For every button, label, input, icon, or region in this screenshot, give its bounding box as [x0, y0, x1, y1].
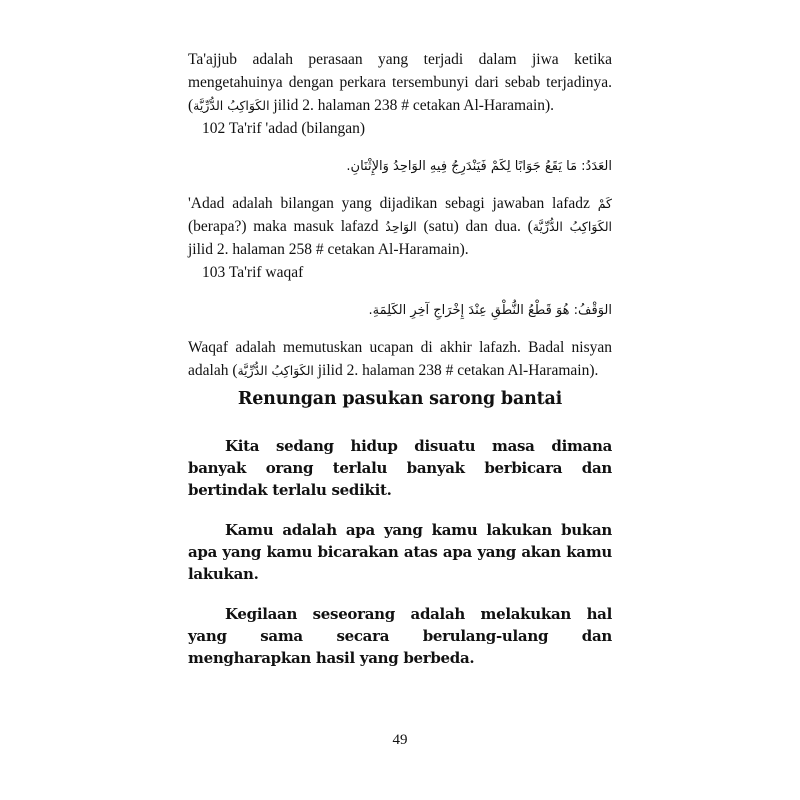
- arabic-kam: كَمْ: [597, 196, 612, 211]
- tajjub-reference-text: jilid 2. halaman 238 # cetakan Al-Haramain).: [269, 97, 555, 114]
- adad-reference-text: jilid 2. halaman 258 # cetakan Al-Haramain).: [188, 241, 469, 258]
- arabic-book-reference: الكَوَاكِبُ الدُّرِّيَّة: [193, 98, 270, 113]
- reflection-paragraph: Kamu adalah apa yang kamu lakukan bukan apa yang kamu bicarakan atas apa yang akan kamu lakukan.: [188, 521, 612, 583]
- waqaf-arabic-definition: الوَقْفُ: هُوَ قَطْعُ النُّطْقِ عِنْدَ إِخْرَاجِ آخِرِ الكَلِمَةِ.: [368, 303, 612, 318]
- reflection-paragraph: Kita sedang hidup disuatu masa dimana banyak orang terlalu banyak berbicara dan bertindak terlalu sedikit.: [188, 437, 612, 499]
- adad-text-part2: (berapa?) maka masuk lafazd: [188, 218, 386, 235]
- waqaf-paragraph: [188, 336, 612, 382]
- reflection-paragraph: Kegilaan seseorang adalah melakukan hal yang sama secara berulang-ulang dan mengharapkan hasil yang berbeda.: [188, 605, 612, 667]
- page-number: 49: [392, 732, 408, 748]
- waqaf-reference-text: jilid 2. halaman 238 # cetakan Al-Haramain).: [313, 362, 599, 379]
- arabic-wahid: الوَاحِدُ: [385, 219, 417, 234]
- adad-text-part3: (satu) dan dua. (: [416, 218, 533, 235]
- adad-arabic-definition: العَدَدُ: مَا يَقَعُ جَوَابًا لِكَمْ فَيَنْدَرِجُ فِيهِ الوَاحِدُ وَالإِثْنَانِ.: [346, 159, 612, 174]
- tajjub-text: Ta'ajjub adalah perasaan yang terjadi dalam jiwa ketika mengetahuinya dengan perkara tersembunyi dari sebab terjadinya. (: [188, 51, 612, 114]
- tajjub-paragraph: [188, 48, 612, 117]
- arabic-book-reference: الكَوَاكِبُ الدُّرِّيَّة: [237, 363, 314, 378]
- section-103-label: 103 Ta'rif waqaf: [202, 264, 304, 281]
- book-page: [188, 48, 612, 687]
- adad-text-part1: 'Adad adalah bilangan yang dijadikan sebagi jawaban lafadz: [188, 195, 598, 212]
- adad-paragraph: [188, 192, 612, 261]
- waqaf-text: Waqaf adalah memutuskan ucapan di akhir lafazh. Badal nisyan adalah (: [188, 339, 612, 379]
- arabic-book-reference: الكَوَاكِبُ الدُّرِّيَّة: [532, 219, 613, 234]
- section-102-label: 102 Ta'rif 'adad (bilangan): [202, 120, 366, 137]
- reflection-heading: Renungan pasukan sarong bantai: [237, 389, 563, 409]
